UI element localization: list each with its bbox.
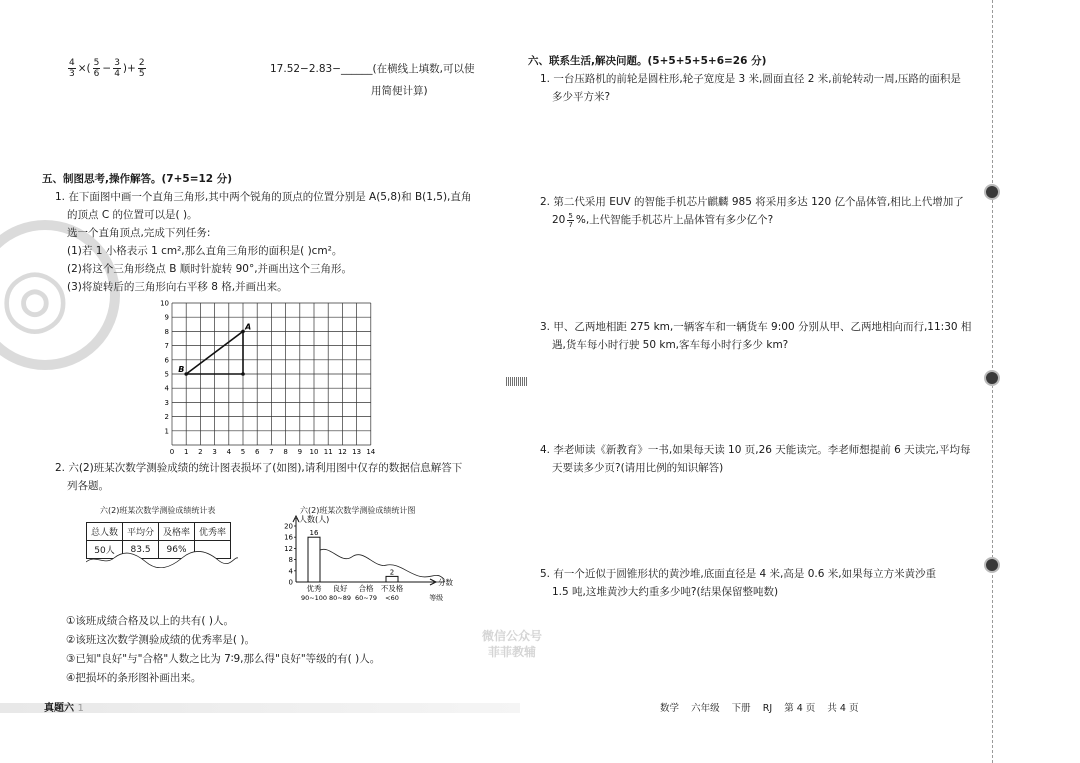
q2-line: 列各题。 [67, 480, 109, 492]
table-header: 优秀率 [195, 523, 231, 541]
sub-question: ④把损坏的条形图补画出来。 [66, 672, 202, 684]
category-range-label: 60~79 [355, 594, 377, 602]
barcode-mark [506, 377, 528, 386]
q-line: 20 $\frac{5}{7}$ %,上代智能手机芯片上晶体管有多少亿个? [552, 211, 774, 229]
point-a-label: A [245, 322, 252, 332]
x-tick-label: 9 [297, 448, 303, 456]
q-line: 1.5 吨,这堆黄沙大约重多少吨?(结果保留整吨数) [552, 586, 779, 598]
bar-不及格 [386, 576, 398, 582]
x-tick-label: 1 [183, 448, 189, 456]
y-tick-label: 9 [164, 313, 169, 322]
y-tick-label: 12 [284, 544, 293, 553]
table-header: 平均分 [123, 523, 159, 541]
s6-q1 [540, 70, 961, 106]
stats-table-title: 六(2)班某次数学测验成绩统计表 [100, 506, 216, 515]
q-line: 遇,货车每小时行驶 50 km,客车每小时行多少 km? [552, 339, 789, 351]
x-tick-label: 7 [269, 448, 274, 456]
bar-value-label: 16 [309, 529, 319, 538]
category-label: 合格 [358, 584, 374, 593]
x-tick-label: 5 [240, 448, 246, 456]
y-tick-label: 20 [284, 522, 293, 531]
category-label: 优秀 [306, 584, 322, 593]
s6-q3 [540, 318, 971, 354]
q-line: 4. 李老师读《新教育》一书,如果每天读 10 页,26 天能读完。李老师想提前 6 天读完,平均每 [540, 444, 971, 456]
sub-question: ②该班这次数学测验成绩的优秀率是( )。 [66, 634, 255, 646]
footer-page-info: 数学 六年级 下册 RJ 第 4 页 共 4 页 [660, 703, 859, 714]
q-line: 天要读多少页?(请用比例的知识解答) [552, 462, 724, 474]
y-axis-label: 人数(人) [299, 515, 330, 524]
q1-line: 选一个直角顶点,完成下列任务: [67, 227, 211, 239]
y-tick-label: 0 [288, 578, 293, 587]
y-tick-label: 5 [164, 370, 169, 379]
category-range-label: 90~100 [300, 594, 328, 602]
coordinate-grid [160, 295, 390, 460]
s6-q4 [540, 441, 970, 477]
table-cell: 50人 [87, 541, 123, 559]
sub-question: ③已知"良好"与"合格"人数之比为 7∶9,那么得"良好"等级的有( )人。 [66, 653, 381, 665]
x-tick-label: 4 [226, 448, 232, 456]
binding-hole-icon [984, 370, 1000, 386]
footer-left-label: 真题六 1 [44, 703, 84, 714]
fill-blank-question: 17.52−2.83−______(在横线上填数,可以使 [270, 63, 475, 75]
watermark-line: 菲菲教辅 [488, 645, 537, 659]
x-tick-label: 0 [169, 448, 175, 456]
y-tick-label: 8 [288, 556, 293, 565]
category-label: 不及格 [380, 584, 404, 593]
binding-hole-icon [984, 557, 1000, 573]
q-line: 1. 一台压路机的前轮是圆柱形,轮子宽度是 3 米,圆面直径 2 米,前轮转动一周,压路的面积是 [540, 73, 961, 85]
y-tick-label: 4 [164, 384, 169, 393]
watermark-line: 微信公众号 [482, 629, 543, 643]
q1-line: 1. 在下面图中画一个直角三角形,其中两个锐角的顶点的位置分别是 A(5,8)和 B(1,5),直角 [55, 191, 472, 203]
bar-优秀 [308, 537, 320, 582]
faded-stamp-glyph: ◎ [0, 250, 70, 343]
q-line: 2. 第二代采用 EUV 的智能手机芯片麒麟 985 将采用多达 120 亿个晶体管,相比上代增加了 [540, 196, 964, 208]
y-tick-label: 4 [288, 567, 293, 576]
bar-chart [276, 514, 476, 609]
x-tick-label: 6 [254, 448, 260, 456]
point-b-label: B [178, 365, 185, 374]
table-cell: 96% [159, 541, 195, 559]
q2-line: 2. 六(2)班某次数学测验成绩的统计图表损坏了(如图),请利用图中仅存的数据信息解答下 [55, 462, 463, 474]
table-header: 总人数 [87, 523, 123, 541]
q-line: 3. 甲、乙两地相距 275 km,一辆客车和一辆货车 9:00 分别从甲、乙两地相向而行,11:30 相 [540, 321, 972, 333]
table-cell: 83.5 [123, 541, 159, 559]
y-tick-label: 6 [164, 356, 169, 365]
binding-hole-icon [984, 184, 1000, 200]
y-tick-label: 7 [164, 342, 169, 351]
table-header: 及格率 [159, 523, 195, 541]
axis-end-label: 等级 [429, 594, 444, 602]
point-a [241, 330, 245, 334]
y-tick-label: 16 [284, 533, 293, 542]
sub-question: ①该班成绩合格及以上的共有( )人。 [66, 615, 234, 627]
y-tick-label: 10 [160, 299, 169, 308]
y-tick-label: 2 [164, 413, 169, 422]
point-c [241, 372, 245, 376]
bar-value-label: 2 [389, 568, 395, 577]
q2-text-block [55, 459, 462, 495]
torn-edge [318, 549, 444, 582]
section5-title: 五、制图思考,操作解答。(7+5=12 分) [42, 173, 233, 185]
fill-blank-question-cont: 用简便计算) [371, 85, 428, 97]
s6-q2 [540, 193, 964, 229]
x-tick-label: 11 [323, 448, 333, 456]
chart-title: 六(2)班某次数学测验成绩统计图 [300, 506, 416, 515]
q1-line: 的顶点 C 的位置可以是( )。 [67, 209, 198, 221]
q-line: 5. 有一个近似于圆锥形状的黄沙堆,底面直径是 4 米,高是 0.6 米,如果每立方米黄沙重 [540, 568, 937, 580]
q1-line: (1)若 1 小格表示 1 cm²,那么直角三角形的面积是( )cm²。 [67, 245, 343, 257]
torn-edge [86, 546, 238, 568]
q-line: 多少平方米? [552, 91, 611, 103]
q1-line: (3)将旋转后的三角形向右平移 8 格,并画出来。 [67, 281, 288, 293]
section6-title: 六、联系生活,解决问题。(5+5+5+5+6=26 分) [528, 55, 767, 67]
watermark [482, 628, 542, 660]
x-tick-label: 10 [309, 448, 319, 456]
x-tick-label: 8 [283, 448, 288, 456]
sub-questions [66, 612, 380, 688]
x-tick-label: 13 [352, 448, 362, 456]
x-tick-label: 14 [366, 448, 376, 456]
stats-table-wrap [86, 522, 238, 568]
x-axis-label: 分数 [438, 578, 453, 587]
category-range-label: <60 [385, 594, 399, 602]
point-b [184, 372, 188, 376]
category-range-label: 80~89 [329, 594, 351, 602]
x-tick-label: 12 [337, 448, 347, 456]
category-label: 良好 [332, 584, 348, 593]
y-tick-label: 3 [164, 398, 169, 407]
x-tick-label: 2 [198, 448, 203, 456]
q1-text-block [55, 188, 471, 296]
y-tick-label: 1 [164, 427, 169, 436]
q1-line: (2)将这个三角形绕点 B 顺时针旋转 90°,并画出这个三角形。 [67, 263, 353, 275]
x-tick-label: 3 [212, 448, 217, 456]
s6-q5 [540, 565, 936, 601]
y-tick-label: 8 [164, 327, 169, 336]
expression-fraction: $\frac{4}{3}$ ×( $\frac{5}{6}$ − $\frac{3}{4}$ )+ $\frac{2}{5}$ [69, 58, 145, 79]
